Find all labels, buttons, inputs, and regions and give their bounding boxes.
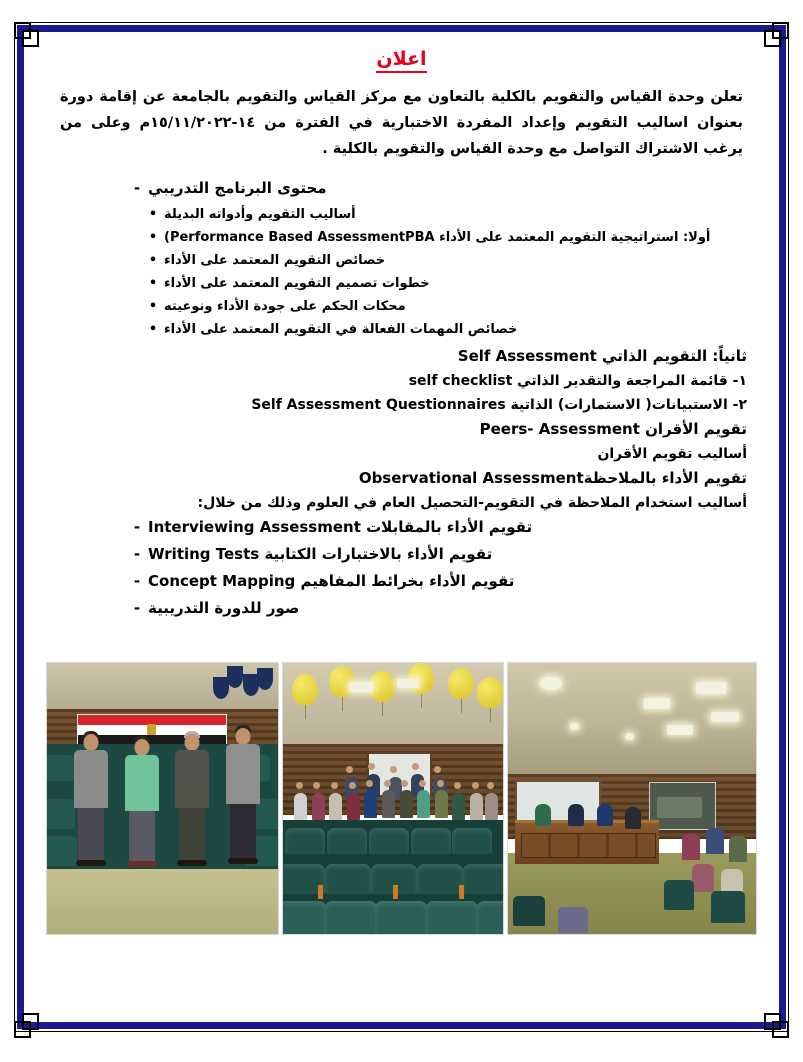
auditorium-seat [477,901,504,935]
page-title-text: اعلان [376,48,426,73]
auditorium-seat [327,828,367,854]
auditorium-seat [452,828,492,854]
training-course-photo-strip [45,662,757,935]
group-member [294,793,307,820]
dash-marker-icon: - [133,545,141,563]
group-member-head [437,780,444,787]
projection-screen [649,782,715,830]
person-legs [179,808,205,860]
hall-seat [664,880,694,910]
photo-lecture-hall [507,662,757,935]
seated-speaker [597,804,613,826]
corner-handle-bottom-left-inner [22,1013,39,1030]
intro-paragraph: تعلن وحدة القياس والتقويم بالكلية بالتعاون مع مركز القياس والتقويم بالجامعة عن إقامة دورة بعنوان اساليب التقويم وإعداد المفردة الاختبارية في الفترة من ١٤-١٥/١١/٢٠٢٢م وعلى من يرغب الاشتراك التواصل مع وحدة القياس والتقويم بالكلية . [60,89,744,157]
group-member [400,790,413,818]
audience-member [692,864,714,892]
hall-seat [711,891,745,923]
method-item [56,569,747,594]
photo-group-with-balloons [282,662,504,935]
method-item-label: تقويم الأداء بالاختبارات الكتابية Writing Tests [148,545,493,563]
person-torso [74,750,108,808]
person-legs [230,804,256,858]
auditorium-seat [411,828,451,854]
person-head [83,734,98,751]
audience-member [729,836,747,862]
seated-speaker [568,804,584,826]
group-member-head [434,766,441,773]
person-legs [78,808,104,860]
photos-heading-label: صور للدورة التدريبية [148,599,300,617]
balloon-icon [448,668,474,699]
group-member-head [390,766,397,773]
ceiling-light-icon [570,723,579,730]
person-in-green-shirt [119,736,165,920]
ceiling-light-icon [540,677,562,690]
seated-speaker [535,804,551,826]
list-item [56,203,747,226]
ceiling-light-icon [667,725,693,735]
seat-row-marker [459,885,464,899]
person-head [134,739,149,756]
auditorium-seat [369,828,409,854]
ceiling-light-icon [711,712,739,722]
balloon-icon [477,677,503,708]
bullet-marker-icon: • [148,322,158,337]
auditorium-seat [375,901,427,935]
group-member [329,793,342,820]
list-item-label: خصائص المهمات الفعالة في التقويم المعتمد على الأداء [164,322,518,337]
group-member [417,790,430,818]
list-item-label: أساليب التقويم وأدواته البديلة [164,207,356,222]
photo-four-men-with-flag [46,662,279,935]
method-item [56,542,747,567]
group-member [452,793,465,820]
auditorium-seat [417,864,463,894]
list-item [56,318,747,341]
group-member-head [349,782,356,789]
group-member-head [472,782,479,789]
self-assessment-heading: ثانياً: التقويم الذاتي Self Assessment [457,347,747,365]
corner-handle-top-left-inner [22,30,39,47]
page-title [56,48,747,70]
dash-marker-icon: - [133,572,141,590]
person-torso [226,744,260,804]
person-in-grey-suit [68,731,114,921]
list-item [56,226,747,249]
list-item [56,272,747,295]
group-member [485,793,498,820]
method-item-label: تقويم الأداء بالمقابلات Interviewing Assessment [148,518,533,536]
group-member [470,793,483,820]
peers-assessment-methods: أساليب تقويم الأقران [597,446,747,462]
balloon-icon [292,674,318,705]
person-torso [125,755,159,811]
group-member-head [366,780,373,787]
auditorium-seat [285,828,325,854]
group-member [382,790,395,818]
person-shoes [76,860,106,866]
ceiling-drape [227,666,243,688]
seated-speaker [625,807,641,829]
bullet-marker-icon: • [148,253,158,268]
auditorium-seat [463,864,504,894]
list-item [56,295,747,318]
group-member-head [346,766,353,773]
seat-row-marker [393,885,398,899]
list-item-label: خصائص التقويم المعتمد على الأداء [164,253,386,268]
group-member [347,793,360,820]
audience-member [682,834,700,860]
bullet-marker-icon: • [148,230,158,245]
auditorium-seat [282,901,326,935]
hall-seat [558,907,588,933]
program-content-heading-label: محتوى البرنامج التدريبي [148,179,327,197]
seat-row-marker [318,885,323,899]
person-head [236,728,251,745]
person-head [185,734,200,751]
observational-assessment-heading: تقويم الأداء بالملاحظةObservational Assessment [358,469,747,487]
observational-assessment-line: أساليب استخدام الملاحظة في التقويم-التحصيل العام في العلوم وذلك من خلال: [197,495,747,511]
person-shoes [228,858,258,864]
person-legs [129,811,155,861]
corner-handle-bottom-right-inner [764,1013,781,1030]
group-member-head [487,782,494,789]
person-in-dark-suit [169,731,215,921]
list-item-label: خطوات تصميم التقويم المعتمد على الأداء [164,276,430,291]
list-item [56,249,747,272]
bullet-marker-icon: • [148,276,158,291]
method-item-label: تقويم الأداء بخرائط المفاهيم Concept Mapping [148,572,515,590]
ceiling-light-icon [349,682,373,692]
corner-handle-top-right-inner [764,30,781,47]
ceiling-light-icon [644,698,670,709]
auditorium-seat [325,901,377,935]
group-member-head [401,780,408,787]
list-item-label: أولا: استراتيجية التقويم المعتمد على الأداء Performance Based AssessmentPBA) [164,230,711,245]
person-torso [175,750,209,808]
self-assessment-item-2: ٢- الاستبيانات( الاستمارات) الذاتية Self Assessment Questionnaires [251,397,747,413]
group-member-head [384,780,391,787]
ceiling-light-icon [397,679,419,688]
group-member [364,790,377,818]
method-item [56,515,747,540]
person-in-grey-jacket [220,725,266,920]
person-shoes [177,860,207,866]
group-member [435,790,448,818]
program-content-heading [56,176,747,201]
dash-marker-icon: - [133,599,141,617]
auditorium-seat [325,864,371,894]
audience-member [706,828,724,854]
ceiling-light-icon [696,682,726,694]
photos-heading [56,596,747,621]
group-member [312,793,325,820]
hall-seat [513,896,545,926]
bullet-marker-icon: • [148,299,158,314]
group-member-head [296,782,303,789]
self-assessment-item-1: ١- قائمة المراجعة والتقدير الذاتي self checklist [408,373,747,389]
ceiling-drape [213,677,229,699]
auditorium-seat [426,901,478,935]
person-shoes [127,861,157,867]
peers-assessment-heading: تقويم الأقران Peers- Assessment [479,420,747,438]
bullet-marker-icon: • [148,207,158,222]
dash-marker-icon: - [133,179,141,197]
list-item-label: محكات الحكم على جودة الأداء ونوعيته [164,299,406,314]
group-member-head [419,780,426,787]
dash-marker-icon: - [133,518,141,536]
